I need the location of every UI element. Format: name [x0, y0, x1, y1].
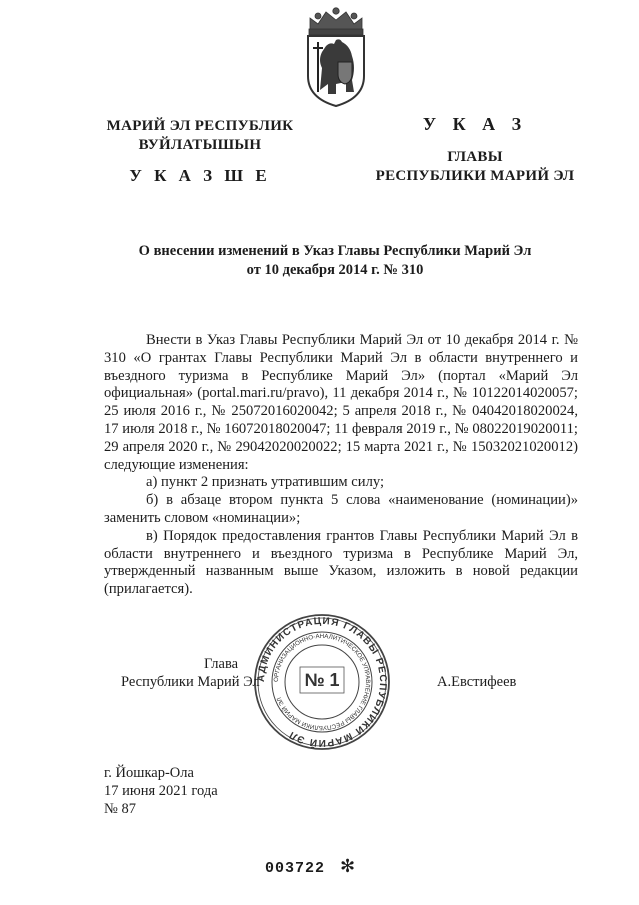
signature-name: А.Евстифеев: [437, 674, 517, 690]
header-right-line2: РЕСПУБЛИКИ МАРИЙ ЭЛ: [375, 168, 575, 184]
document-title-line1: О внесении изменений в Указ Главы Республики Марий Эл: [138, 243, 532, 259]
official-seal: [252, 612, 392, 752]
seal-inner-text: ОРГАНИЗАЦИОННО-АНАЛИТИЧЕСКОЕ УПРАВЛЕНИЕ ГЛАВЫ РЕСПУБЛИКИ МАРИЙ ЭЛ: [272, 632, 372, 732]
body-item-b: б) в абзаце втором пункта 5 слова «наименование (номинации)» заменить словом «номинации»;: [104, 492, 578, 526]
header-right-line1: ГЛАВЫ: [447, 149, 503, 165]
document-body: [104, 332, 578, 599]
body-item-a: а) пункт 2 признать утратившим силу;: [146, 474, 385, 491]
signature-position-line1: Глава: [204, 656, 239, 672]
header-left-title: У К А З Ш Е: [129, 166, 271, 185]
header-left-line1: МАРИЙ ЭЛ РЕСПУБЛИК: [106, 118, 294, 134]
coat-of-arms-emblem: [296, 6, 376, 110]
document-serial-number: 003722: [265, 860, 326, 877]
body-item-c: в) Порядок предоставления грантов Главы Республики Марий Эл в области внутреннего и въездного туризма в Республике Марий Эл, утвержденный названным выше Указом, изложить в новой редакции (прилагается).: [104, 527, 578, 598]
signature-position-line2: Республики Марий Эл: [121, 674, 260, 690]
body-paragraph-1: Внести в Указ Главы Республики Марий Эл от 10 декабря 2014 г. № 310 «О грантах Главы Республики Марий Эл в области внутреннего и въездного туризма в Республике Марий Эл» (портал «Марий Эл официальная» (portal.mari.ru/pravo), 11 декабря 2014 г., № 10122014020057; 25 июля 2016 г., № 25072016020042; 5 апреля 2018 г., № 04042018020024, 17 июля 2018 г., № 16072018020047; 11 февраля 2019 г., № 08022019020011; 29 апреля 2020 г., № 29042020020022; 15 марта 2021 г., № 15032021020012) следующие изменения:: [104, 332, 578, 473]
seal-number: № 1: [304, 670, 340, 690]
document-title: [95, 242, 575, 280]
document-title-line2: от 10 декабря 2014 г. № 310: [246, 262, 424, 278]
seal-outer-text: АДМИНИСТРАЦИЯ ГЛАВЫ РЕСПУБЛИКИ МАРИЙ ЭЛ: [255, 615, 389, 749]
footer-date: 17 июня 2021 года: [104, 783, 218, 799]
serial-mark-icon: ✻: [340, 856, 356, 877]
header-left-line2: ВУЙЛАТЫШЫН: [138, 137, 262, 153]
header-right-title: У К А З: [422, 114, 528, 134]
footer-city: г. Йошкар-Ола: [104, 765, 194, 781]
footer-number: № 87: [104, 801, 136, 817]
